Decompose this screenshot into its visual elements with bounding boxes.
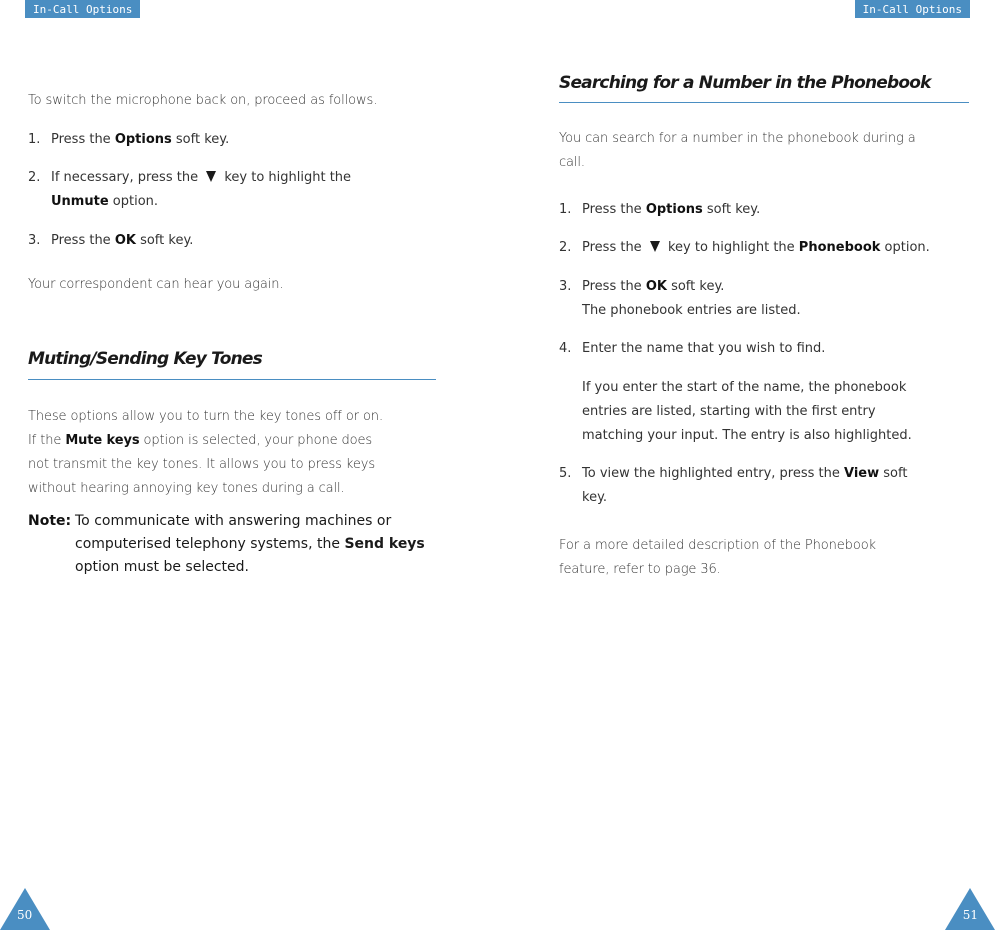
step-number: 1. <box>559 202 572 217</box>
step-text: Enter the name that you wish to find. <box>582 341 826 356</box>
heading-rule <box>28 379 436 380</box>
step-number: 5. <box>559 466 572 481</box>
step-text: Press the OK soft key. <box>582 279 725 294</box>
step-number: 3. <box>559 279 572 294</box>
footer-line: feature, refer to page 36. <box>559 562 721 577</box>
step-text: Press the Options soft key. <box>582 202 761 217</box>
down-arrow-icon <box>206 171 216 182</box>
step-number: 2. <box>559 240 572 255</box>
section-heading: Muting/Sending Key Tones <box>28 349 262 369</box>
intro-text: To switch the microphone back on, proceed as follows. <box>28 93 378 108</box>
note-line: computerised telephony systems, the Send keys <box>75 536 425 552</box>
intro-line: call. <box>559 155 585 170</box>
step-number: 4. <box>559 341 572 356</box>
result-text: Your correspondent can hear you again. <box>28 277 284 292</box>
body-line: If the Mute keys option is selected, your phone does <box>28 433 373 448</box>
step-text: Press the OK soft key. <box>51 233 194 248</box>
step-number: 1. <box>28 132 41 147</box>
note-label: Note: <box>28 513 72 529</box>
step-text: To view the highlighted entry, press the View soft <box>582 466 908 481</box>
section-heading: Searching for a Number in the Phonebook <box>559 73 931 93</box>
step-number: 2. <box>28 170 41 185</box>
body-line: not transmit the key tones. It allows you to press keys <box>28 457 375 472</box>
note-line: To communicate with answering machines or <box>75 513 392 529</box>
page-number-right: 51 <box>962 908 978 922</box>
step-text: Press the Options soft key. <box>51 132 230 147</box>
header-tab-left: In-Call Options <box>25 0 140 18</box>
step-text: If necessary, press the key to highlight the <box>51 170 352 185</box>
body-line: These options allow you to turn the key tones off or on. <box>28 409 383 424</box>
down-arrow-icon <box>650 241 660 252</box>
step-number: 3. <box>28 233 41 248</box>
note-line: option must be selected. <box>75 559 249 575</box>
heading-rule <box>559 102 969 103</box>
step-text: Press the key to highlight the Phonebook option. <box>582 240 930 255</box>
footer-line: For a more detailed description of the Phonebook <box>559 538 876 553</box>
body-line: without hearing annoying key tones during a call. <box>28 481 345 496</box>
page-number-left: 50 <box>17 908 33 922</box>
intro-line: You can search for a number in the phonebook during a <box>559 131 916 146</box>
header-tab-right: In-Call Options <box>855 0 970 18</box>
